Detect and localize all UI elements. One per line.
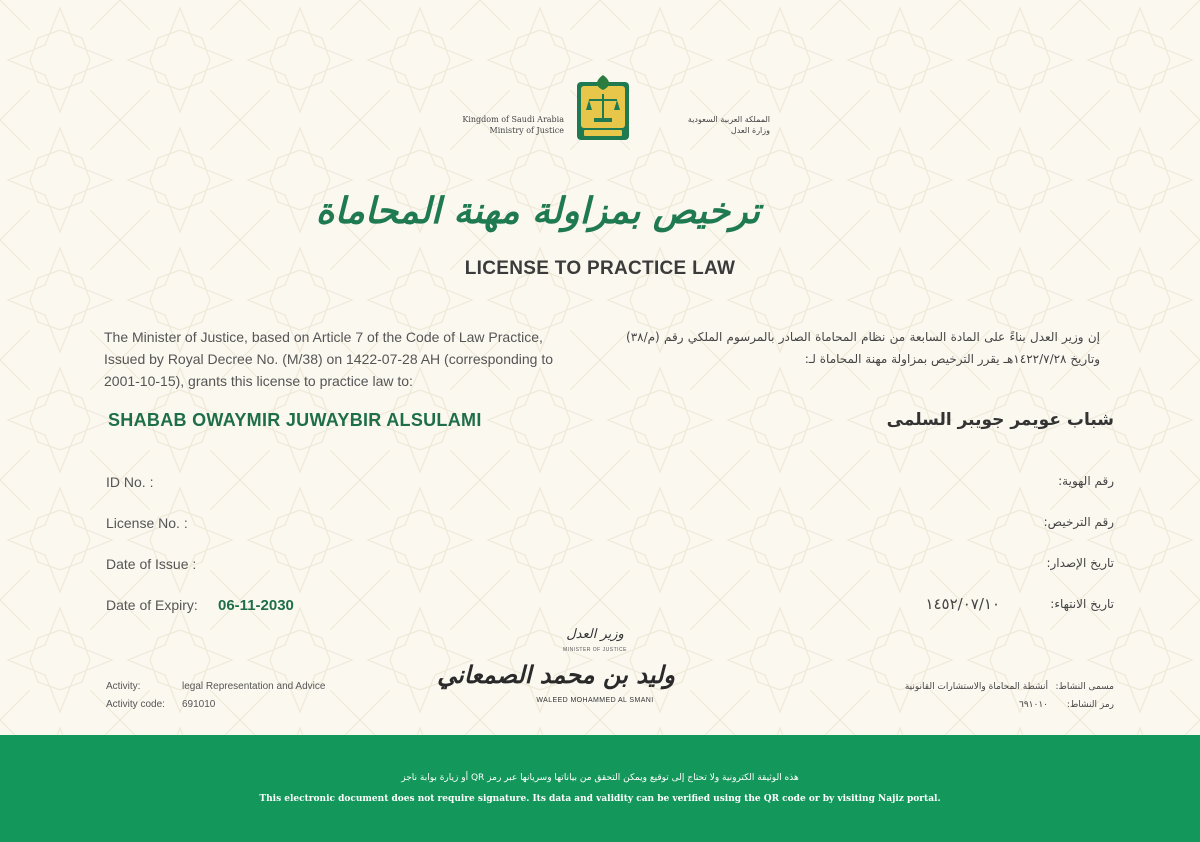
holder-name-ar: شباب عويمر جويبر السلمى <box>886 410 1114 430</box>
signature-name-en: WALEED MOHAMMED AL SMANI <box>536 697 654 704</box>
signature-title-ar: وزير العدل <box>566 627 624 642</box>
activity-value-ar: أنشطة المحاماة والاستشارات القانونية <box>904 682 1048 692</box>
ministry-emblem-icon <box>574 72 632 144</box>
title-arabic: ترخيص بمزاولة مهنة المحاماة <box>315 190 760 232</box>
signature-title-en: MINISTER OF JUSTICE <box>563 647 627 653</box>
intro-arabic: إن وزير العدل بناءً على المادة السابعة من نظام المحاماة الصادر بالمرسوم الملكي رقم (م/٣٨) وتاريخ ١٤٢٢/٧/٢٨هـ يقرر الترخيص بمزاولة مهنة المحاماة لـ: <box>626 330 1100 366</box>
header-ar-line1: المملكة العربية السعودية <box>687 115 770 124</box>
id-label-en: ID No. : <box>106 474 154 490</box>
footer-note-en: This electronic document does not require signature. Its data and validity can be verified using the QR code or by visiting Najiz portal. <box>259 794 941 804</box>
issue-label-ar: تاريخ الإصدار: <box>1046 556 1114 570</box>
header-en <box>420 114 564 136</box>
holder-name-en: SHABAB OWAYMIR JUWAYBIR ALSULAMI <box>108 410 482 430</box>
activity-code-label-ar: رمز النشاط: <box>1066 700 1114 710</box>
header-en-line1: Kingdom of Saudi Arabia <box>462 115 564 124</box>
intro-english: The Minister of Justice, based on Article 7 of the Code of Law Practice, Issued by Royal Decree No. (M/38) on 1422-07-28 AH (corresponding to 2001-10-15), grants this license to practice law to: <box>104 329 554 389</box>
expiry-value-ar: ١٤٥٢/٠٧/١٠ <box>925 595 1000 613</box>
signature-name-ar: وليد بن محمد الصمعاني <box>437 660 675 689</box>
activity-value-en: legal Representation and Advice <box>182 681 326 692</box>
footer-note-ar: هذه الوثيقة الكترونية ولا تحتاج إلى توقيع ويمكن التحقق من بياناتها وسريانها عبر رمز QR أو زيارة بوابة ناجز <box>401 773 799 783</box>
expiry-value-en: 06-11-2030 <box>218 597 294 614</box>
activity-code-value-en: 691010 <box>182 699 216 710</box>
header-ar <box>640 114 770 136</box>
issue-label-en: Date of Issue : <box>106 556 197 572</box>
expiry-label-ar: تاريخ الانتهاء: <box>1050 597 1114 611</box>
activity-label-ar: مسمى النشاط: <box>1055 682 1114 692</box>
footer-band <box>0 735 1200 842</box>
header-ar-line2: وزارة العدل <box>730 126 770 135</box>
license-label-ar: رقم الترخيص: <box>1043 515 1114 529</box>
license-label-en: License No. : <box>106 515 188 531</box>
id-label-ar: رقم الهوية: <box>1058 474 1114 488</box>
expiry-label-en: Date of Expiry: <box>106 597 198 613</box>
title-english: LICENSE TO PRACTICE LAW <box>464 258 736 279</box>
header-en-line2: Ministry of Justice <box>489 126 564 135</box>
activity-code-label-en: Activity code: <box>106 699 165 710</box>
activity-code-value-ar: ٦٩١٠١٠ <box>1018 700 1048 710</box>
activity-label-en: Activity: <box>106 681 141 692</box>
